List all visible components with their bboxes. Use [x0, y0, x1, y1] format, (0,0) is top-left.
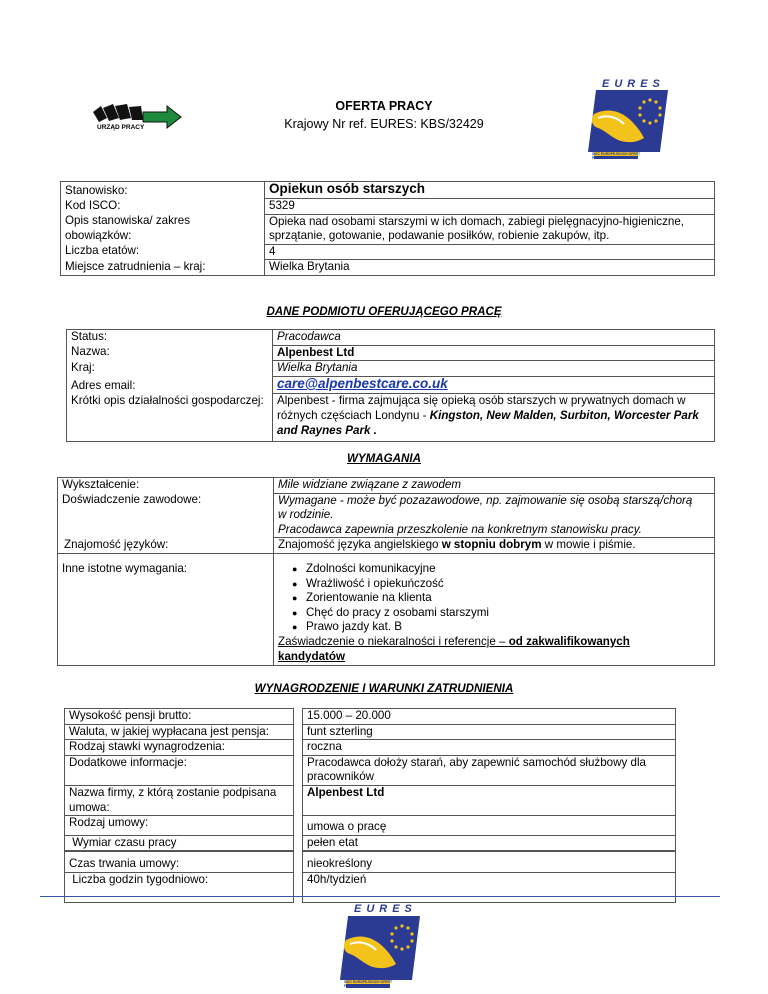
positions-count-label: Liczba etatów: [61, 244, 265, 260]
table-row [58, 493, 715, 538]
languages-post: w mowie i piśmie. [541, 538, 636, 552]
job-title-text: Opiekun osób starszych [269, 181, 426, 196]
languages-label-text: Znajomość języków: [64, 537, 169, 551]
eures-footer-logo-text: EURES [354, 903, 417, 915]
eures-logo-text: EURES [602, 78, 665, 90]
salary-table [56, 708, 684, 903]
employer-country-label: Kraj: [67, 361, 273, 377]
table-row [64, 708, 676, 724]
certificate-text: Zaświadczenie o niekaralności i referencje – [278, 634, 509, 648]
job-description-label: Opis stanowiska/ zakres obowiązków: [61, 214, 265, 244]
footer-divider [40, 896, 720, 897]
business-description-text: Alpenbest - firma zajmująca się opieką osób starszych w prywatnych domach w różnych częściach Londynu - [277, 394, 686, 422]
additional-info-value: Pracodawca dołoży starań, aby zapewnić samochód służbowy dla pracowników [302, 755, 676, 785]
table-row [67, 361, 715, 377]
table-row [64, 755, 676, 785]
languages-value [274, 538, 715, 554]
isco-label: Kod ISCO: [61, 199, 265, 215]
list-item: ● Prawo jazdy kat. B [292, 620, 710, 635]
currency-value: funt szterling [302, 724, 676, 740]
rate-type-value: roczna [302, 739, 676, 755]
employer-heading [0, 305, 768, 318]
other-requirements-label: Inne istotne wymagania: [58, 553, 274, 665]
table-row [61, 214, 715, 244]
email-label: Adres email: [67, 376, 273, 394]
employer-heading-text: DANE PODMIOTU OFERUJĄCEGO PRACĘ [266, 305, 502, 318]
other-requirements-list [278, 562, 710, 635]
job-description-value: Opieka nad osobami starszymi w ich domach, zabiegi pielęgnacyjno-higieniczne, sprzątanie, gotowanie, podawanie posiłków, robienie zakupów, itp. [265, 214, 715, 244]
table-row [64, 815, 676, 835]
experience-label: Doświadczenie zawodowe: [58, 493, 274, 538]
eures-logo [588, 78, 672, 162]
email-cell [273, 376, 715, 394]
reference-number: Krajowy Nr ref. EURES: KBS/32429 [284, 117, 484, 131]
rate-type-label: Rodzaj stawki wynagrodzenia: [64, 739, 294, 755]
table-row [64, 739, 676, 755]
table-row [64, 785, 676, 815]
table-row [61, 244, 715, 260]
list-item: ● Zdolności komunikacyjne [292, 562, 710, 577]
table-row [67, 376, 715, 394]
eures-logo-caption: SIEĆ EUROPEJSKICH OFERT PRACY [592, 152, 641, 160]
contract-company-value: Alpenbest Ltd [302, 785, 676, 815]
salary-heading-text: WYNAGRODZENIE I WARUNKI ZATRUDNIENIA [254, 682, 514, 695]
status-label: Status: [67, 330, 273, 346]
table-row [67, 345, 715, 361]
list-item: ● Chęć do pracy z osobami starszymi [292, 606, 710, 621]
eures-footer-logo-caption: SIEĆ EUROPEJSKICH OFERT PRACY [344, 980, 393, 988]
languages-label [58, 538, 274, 554]
business-description-value [273, 394, 715, 442]
employer-name-label: Nazwa: [67, 345, 273, 361]
gross-salary-value: 15.000 – 20.000 [302, 708, 676, 724]
education-value: Mile widziane związane z zawodem [274, 478, 715, 494]
table-row [61, 182, 715, 199]
job-title-label: Stanowisko: [61, 182, 265, 199]
status-value: Pracodawca [273, 330, 715, 346]
contract-type-value: umowa o pracę [302, 815, 676, 835]
table-row [58, 538, 715, 554]
eures-footer-logo [340, 902, 424, 990]
employer-name-value: Alpenbest Ltd [273, 345, 715, 361]
list-item: ● Wrażliwość i opiekuńczość [292, 577, 710, 592]
contract-duration-label: Czas trwania umowy: [64, 851, 294, 872]
languages-pre: Znajomość języka angielskiego [278, 538, 442, 552]
job-table [60, 181, 715, 276]
experience-value: Wymagane - może być pozazawodowe, np. zajmowanie się osobą starszą/chorą w rodzinie. [278, 493, 693, 522]
workplace-country-value: Wielka Brytania [265, 260, 715, 276]
table-row [67, 394, 715, 442]
list-item: ● Zorientowanie na klienta [292, 591, 710, 606]
workplace-country-label: Miejsce zatrudnienia – kraj: [61, 260, 265, 276]
experience-cell [274, 493, 715, 538]
weekly-hours-label: Liczba godzin tygodniowo: [64, 872, 294, 903]
work-time-value: pełen etat [302, 835, 676, 852]
employer-table [66, 329, 715, 442]
additional-info-label: Dodatkowe informacje: [64, 755, 294, 785]
training-value: Pracodawca zapewnia przeszkolenie na konkretnym stanowisku pracy. [278, 522, 642, 536]
certificate-requirement [278, 635, 710, 664]
table-row [64, 851, 676, 872]
contract-duration-value: nieokreślony [302, 851, 676, 872]
requirements-table [57, 477, 715, 666]
languages-level: w stopniu dobrym [441, 538, 542, 552]
document-title: OFERTA PRACY [335, 99, 433, 113]
table-row [61, 199, 715, 215]
business-description-places: Kingston, New Malden, Surbiton, Worcester Park and Raynes Park . [277, 408, 699, 437]
contract-company-label: Nazwa firmy, z którą zostanie podpisana umowa: [64, 785, 294, 815]
email-link[interactable]: care@alpenbestcare.co.uk [277, 375, 448, 391]
other-requirements-value [274, 553, 715, 665]
table-row [58, 478, 715, 494]
employer-country-value: Wielka Brytania [273, 361, 715, 377]
positions-count-value: 4 [265, 244, 715, 260]
table-row [64, 724, 676, 740]
labour-office-logo-text: URZĄD PRACY [97, 124, 145, 131]
requirements-heading-text: WYMAGANIA [346, 452, 422, 465]
gross-salary-label: Wysokość pensji brutto: [64, 708, 294, 724]
work-time-label: Wymiar czasu pracy [64, 835, 294, 852]
requirements-heading [0, 452, 768, 465]
education-label: Wykształcenie: [58, 478, 274, 494]
job-title-value [265, 182, 715, 199]
table-row [64, 872, 676, 903]
certificate-bold: od zakwalifikowanych kandydatów [278, 634, 630, 663]
salary-heading [0, 682, 768, 695]
table-row [61, 260, 715, 276]
contract-type-label: Rodzaj umowy: [64, 815, 294, 835]
isco-value: 5329 [265, 199, 715, 215]
table-row [64, 835, 676, 852]
currency-label: Waluta, w jakiej wypłacana jest pensja: [64, 724, 294, 740]
table-row [67, 330, 715, 346]
business-description-label: Krótki opis działalności gospodarczej: [67, 394, 273, 442]
table-row [58, 553, 715, 665]
weekly-hours-value: 40h/tydzień [302, 872, 676, 903]
